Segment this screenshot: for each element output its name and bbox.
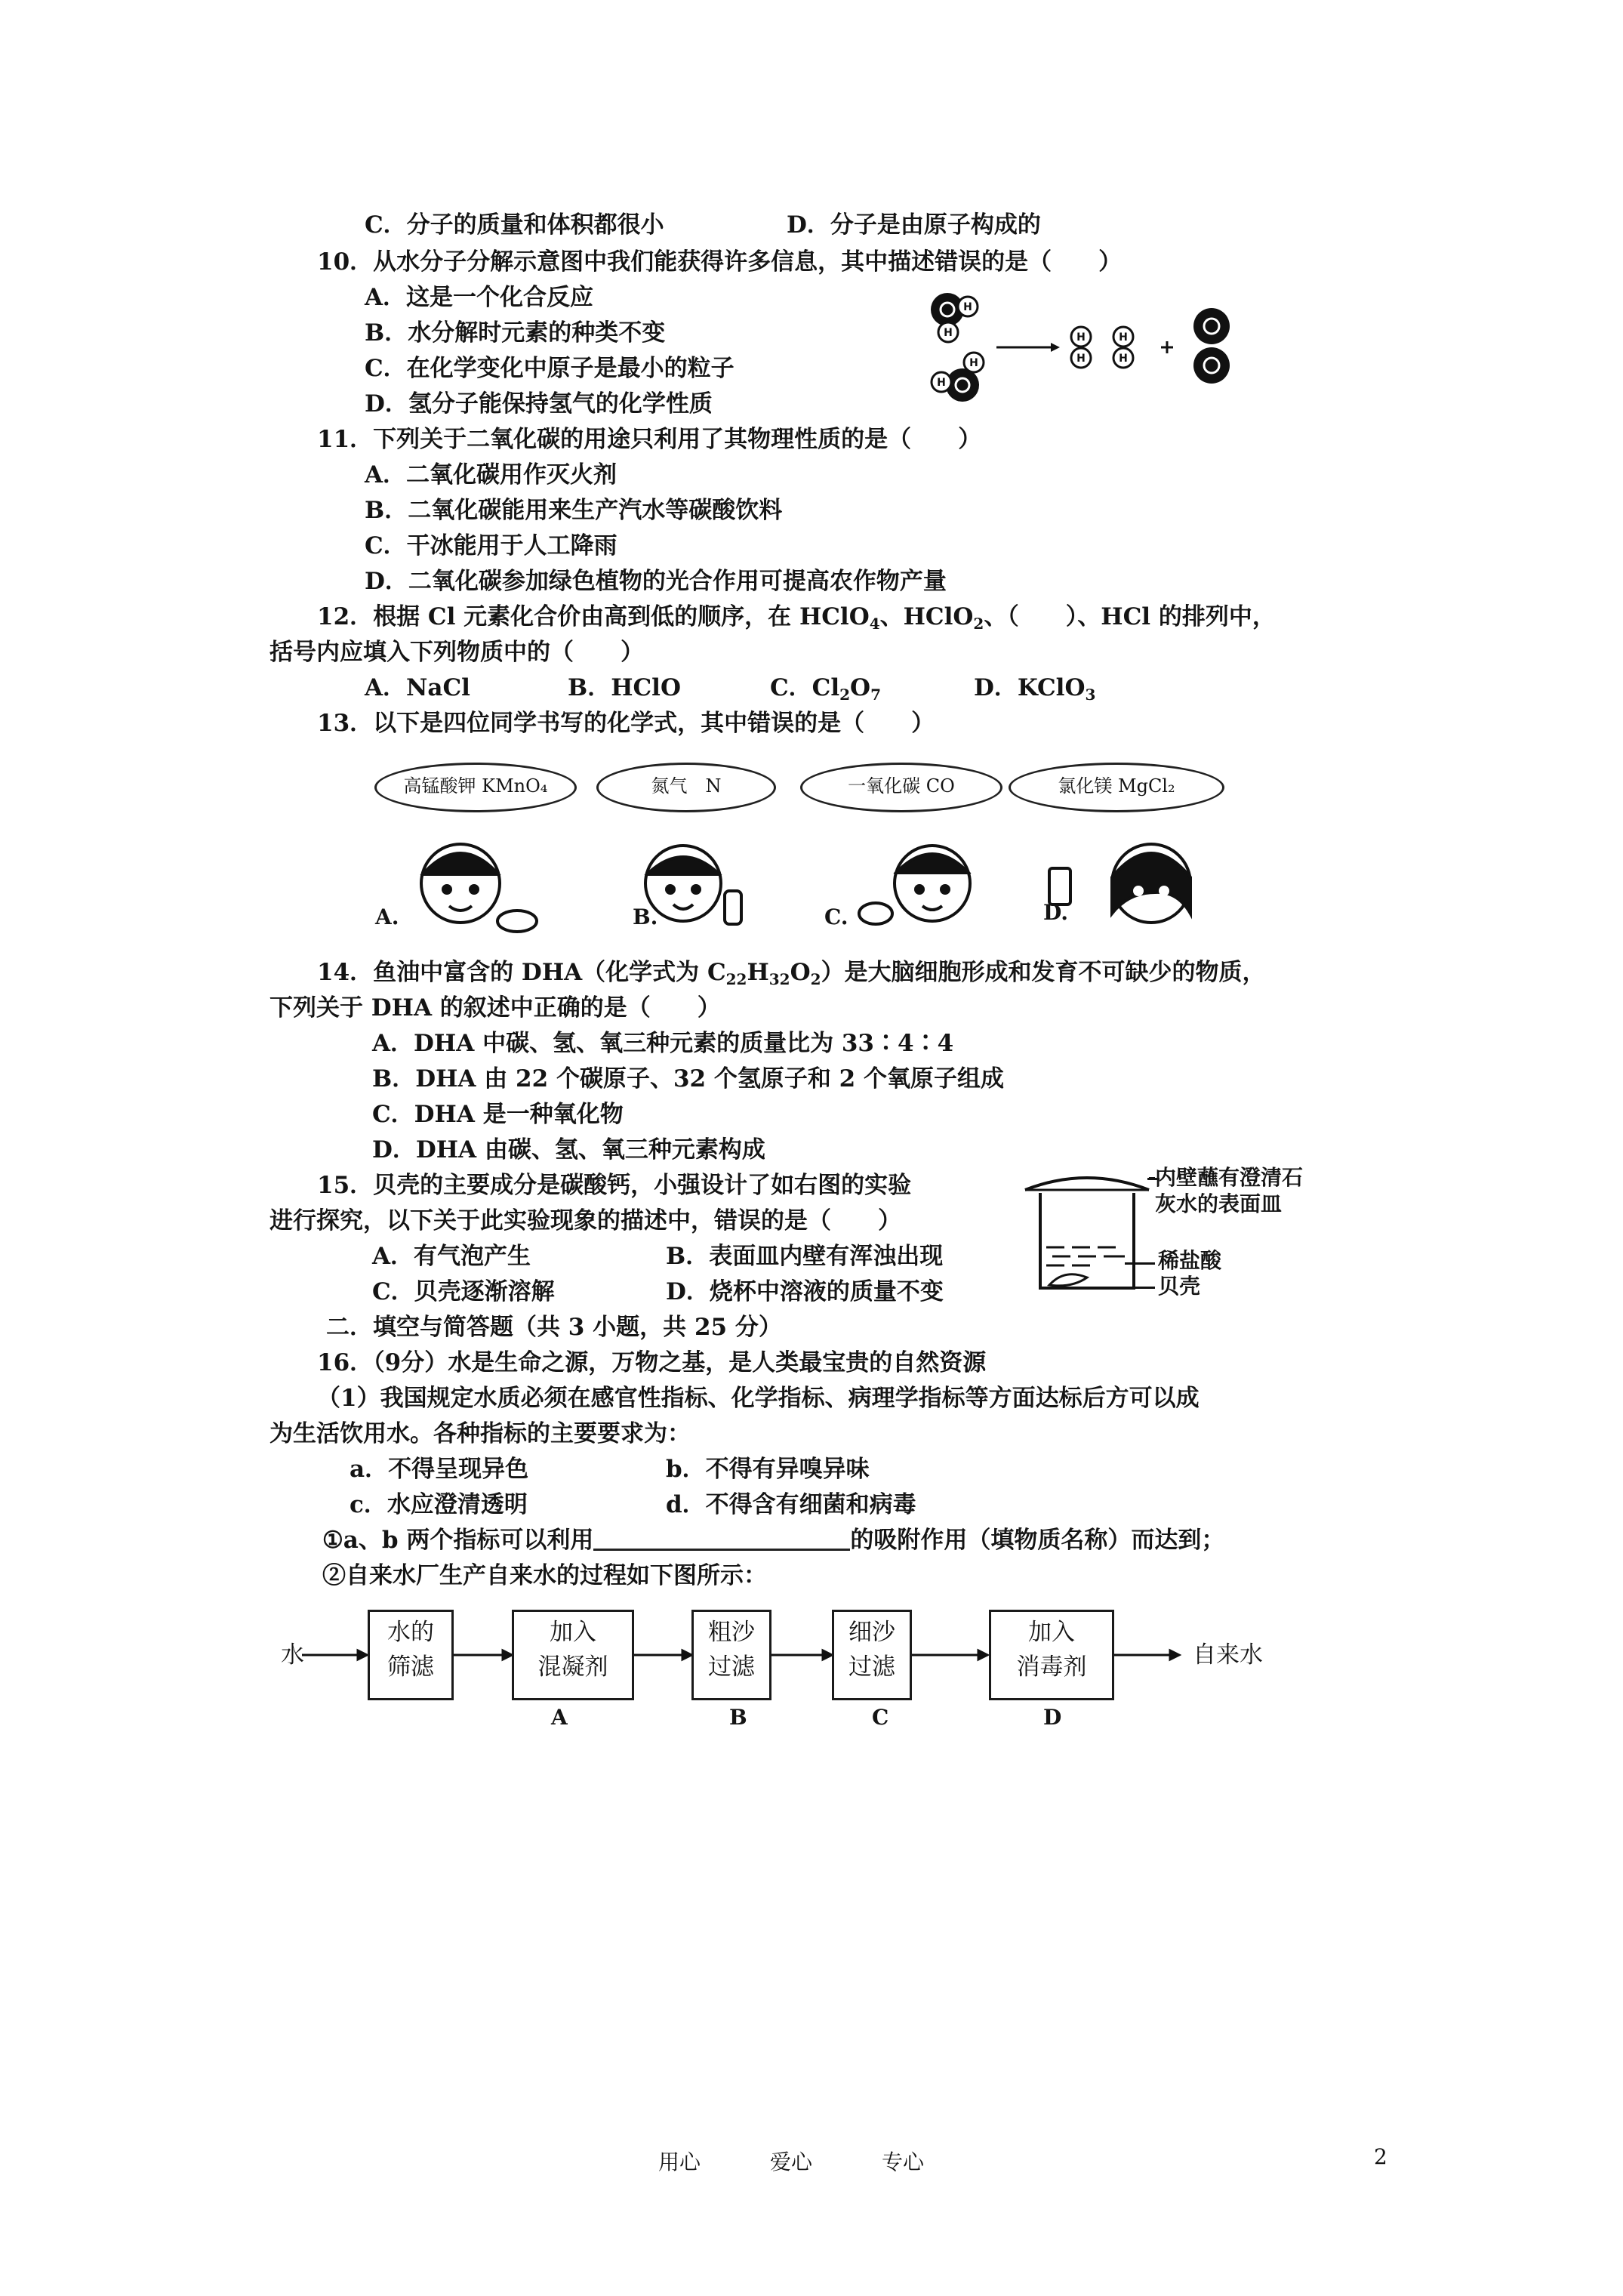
flow-tag-a: A xyxy=(551,1705,568,1730)
q12-option-a: A．NaCl xyxy=(365,674,470,701)
atom-h-label: H xyxy=(1076,331,1086,344)
fig-label-watch-glass-1: 内壁蘸有澄清石 xyxy=(1155,1165,1304,1190)
atom-h-label: H xyxy=(963,301,972,313)
atom-h-label: H xyxy=(1119,353,1128,365)
cloud-n: 氮气 N xyxy=(596,763,776,812)
student-d-label: D. xyxy=(1043,900,1069,925)
flow-tag-d: D xyxy=(1043,1705,1062,1730)
fig-label-shell: 贝壳 xyxy=(1158,1274,1201,1299)
atom-h-label: H xyxy=(937,377,946,389)
q14-option-a: A．DHA 中碳、氢、氧三种元素的质量比为 33∶4∶4 xyxy=(372,1030,954,1057)
q14-option-b: B．DHA 由 22 个碳原子、32 个氢原子和 2 个氧原子组成 xyxy=(372,1065,1005,1093)
q12-option-d: D．KClO$_3$ xyxy=(974,674,1096,704)
q11-stem: 11．下列关于二氧化碳的用途只利用了其物理性质的是（ ） xyxy=(317,426,982,453)
fig-label-hydrochloric-acid: 稀盐酸 xyxy=(1158,1248,1222,1273)
footer-motto-1: 用心 xyxy=(658,2150,701,2174)
q14-stem: 14．鱼油中富含的 DHA（化学式为 $C_{22}H_{32}O_2$）是大脑细胞形成和发育不可缺少的物质， xyxy=(317,959,1266,988)
flow-tag-c: C xyxy=(872,1705,889,1730)
page-number: 2 xyxy=(1374,2144,1387,2169)
q10-option-a: A．这是一个化合反应 xyxy=(365,284,594,311)
flow-box-disinfectant: 加入 消毒剂 xyxy=(989,1610,1114,1700)
answer-blank[interactable] xyxy=(593,1526,850,1551)
student-a-label: A. xyxy=(375,905,399,929)
student-b-label: B. xyxy=(633,905,658,929)
flow-tag-b: B xyxy=(729,1705,747,1730)
atom-h-label: H xyxy=(944,327,953,339)
section-2-heading: 二．填空与简答题（共 3 小题，共 25 分） xyxy=(326,1314,782,1341)
students-illustration xyxy=(377,823,1238,944)
q15-stem-line2: 进行探究，以下关于此实验现象的描述中，错误的是（ ） xyxy=(269,1207,901,1234)
flow-start-label: 水 xyxy=(281,1641,304,1669)
flow-box-fine-sand: 细沙 过滤 xyxy=(832,1610,912,1700)
q11-option-a: A．二氧化碳用作灭火剂 xyxy=(365,461,617,488)
q16-req-d: d．不得含有细菌和病毒 xyxy=(666,1491,916,1518)
q10-stem: 10．从水分子分解示意图中我们能获得许多信息，其中描述错误的是（ ） xyxy=(317,248,1123,276)
flow-box-coagulant: 加入 混凝剂 xyxy=(512,1610,634,1700)
q10-option-c: C．在化学变化中原子是最小的粒子 xyxy=(365,355,735,382)
q12-option-b: B．HClO xyxy=(568,674,681,701)
q15-option-d: D．烧杯中溶液的质量不变 xyxy=(666,1278,944,1305)
q11-option-c: C．干冰能用于人工降雨 xyxy=(365,532,617,559)
q12-stem: 12．根据 Cl 元素化合价由高到低的顺序，在 HClO$_4$、HClO$_2$、（ ）、HCl 的排列中， xyxy=(317,603,1276,633)
flow-end-label: 自来水 xyxy=(1193,1641,1263,1669)
flow-box-coarse-sand: 粗沙 过滤 xyxy=(691,1610,771,1700)
q11-option-d: D．二氧化碳参加绿色植物的光合作用可提高农作物产量 xyxy=(365,568,947,595)
q14-option-d: D．DHA 由碳、氢、氧三种元素构成 xyxy=(372,1136,765,1163)
q14-option-c: C．DHA 是一种氧化物 xyxy=(372,1101,624,1128)
cloud-kmno4: 高锰酸钾 KMnO₄ xyxy=(374,763,577,812)
fig-label-watch-glass-2: 灰水的表面皿 xyxy=(1155,1191,1283,1216)
q9-option-d: D．分子是由原子构成的 xyxy=(787,211,1041,239)
leader-line xyxy=(1125,1262,1155,1265)
student-c-label: C. xyxy=(824,905,848,929)
q14-stem-line2: 下列关于 DHA 的叙述中正确的是（ ） xyxy=(269,994,721,1022)
q10-option-d: D．氢分子能保持氢气的化学性质 xyxy=(365,390,713,418)
q15-option-b: B．表面皿内壁有浑浊出现 xyxy=(666,1243,944,1270)
q15-stem: 15．贝壳的主要成分是碳酸钙，小强设计了如右图的实验 xyxy=(317,1172,912,1199)
q10-option-b: B．水分解时元素的种类不变 xyxy=(365,319,666,347)
cloud-mgcl2: 氯化镁 MgCl₂ xyxy=(1009,763,1224,812)
q15-option-a: A．有气泡产生 xyxy=(372,1243,531,1270)
q16-part1-line1: （1）我国规定水质必须在感官性指标、化学指标、病理学指标等方面达标后方可以成 xyxy=(317,1385,1200,1412)
q12-stem-line2: 括号内应填入下列物质中的（ ） xyxy=(269,639,644,666)
atom-h-label: H xyxy=(1119,331,1128,344)
q16-sub2: ②自来水厂生产自来水的过程如下图所示： xyxy=(322,1562,767,1589)
q16-req-a: a．不得呈现异色 xyxy=(350,1456,529,1483)
q16-stem: 16．（9分）水是生命之源，万物之基，是人类最宝贵的自然资源 xyxy=(317,1349,987,1376)
q16-req-b: b．不得有异嗅异味 xyxy=(666,1456,870,1483)
q9-option-c: C．分子的质量和体积都很小 xyxy=(365,211,664,239)
q11-option-b: B．二氧化碳能用来生产汽水等碳酸饮料 xyxy=(365,497,783,524)
footer-motto-2: 爱心 xyxy=(770,2150,813,2174)
leader-line xyxy=(1087,1287,1155,1289)
q12-option-c: C．$Cl_2O_7$ xyxy=(770,674,881,704)
q16-sub1: ①a、b 两个指标可以利用 的吸附作用（填物质名称）而达到； xyxy=(322,1527,1225,1554)
atom-h-label: H xyxy=(1076,353,1086,365)
cloud-co: 一氧化碳 CO xyxy=(800,763,1002,812)
beaker-experiment-diagram xyxy=(1019,1163,1155,1299)
water-decomposition-diagram xyxy=(921,279,1253,415)
footer-motto-3: 专心 xyxy=(882,2150,925,2174)
q16-req-c: c．水应澄清透明 xyxy=(350,1491,528,1518)
q13-stem: 13．以下是四位同学书写的化学式，其中错误的是（ ） xyxy=(317,710,935,737)
flow-box-screening: 水的 筛滤 xyxy=(368,1610,454,1700)
atom-h-label: H xyxy=(969,357,978,369)
q16-part1-line2: 为生活饮用水。各种指标的主要要求为： xyxy=(269,1420,691,1447)
q15-option-c: C．贝壳逐渐溶解 xyxy=(372,1278,555,1305)
